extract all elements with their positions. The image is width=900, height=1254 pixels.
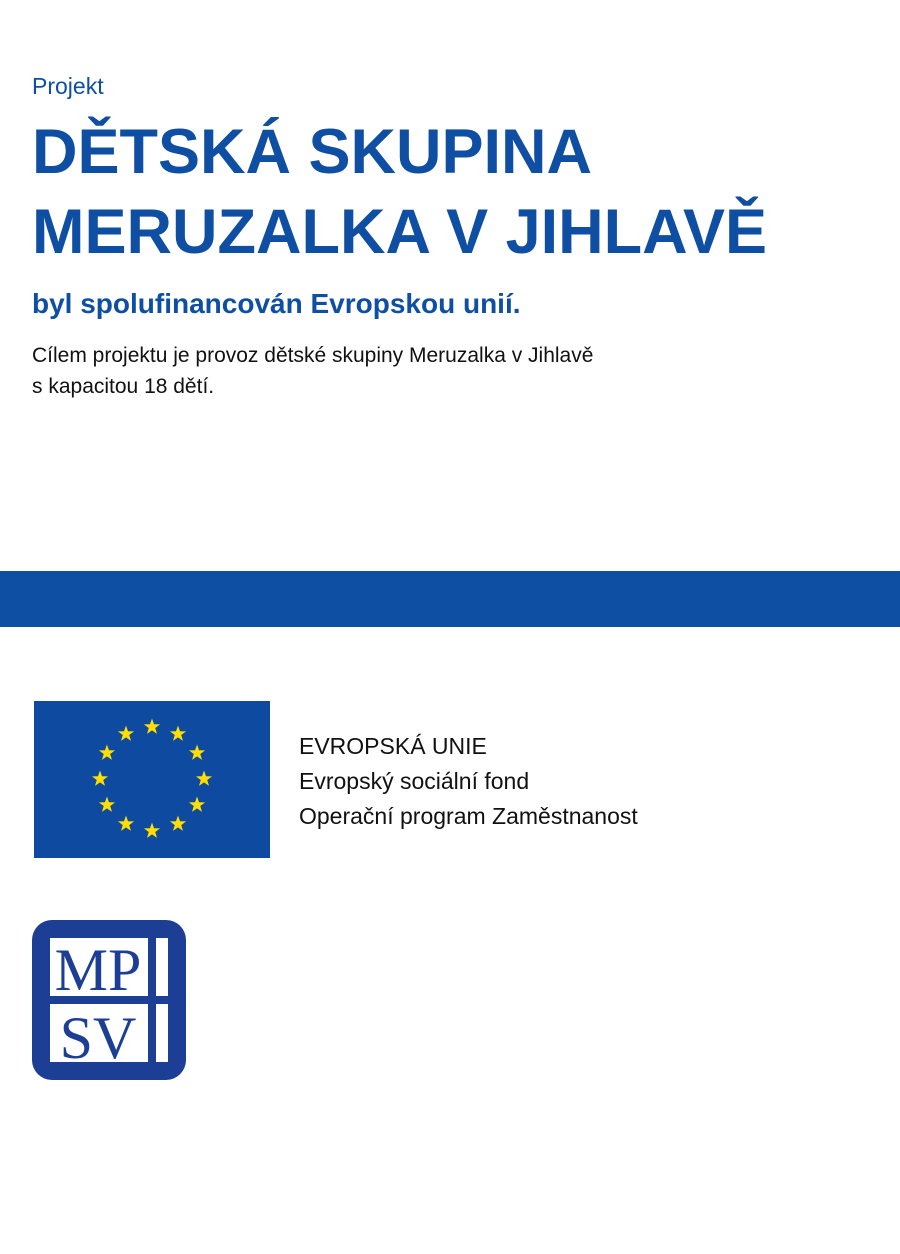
project-description-line-2: s kapacitou 18 dětí. [32, 375, 215, 398]
eu-flag-icon [34, 701, 270, 858]
project-title [32, 112, 767, 272]
mpsv-logo-mp: MP [54, 937, 142, 1003]
project-subtitle: byl spolufinancován Evropskou unií. [32, 288, 521, 319]
blue-band-divider [0, 571, 900, 627]
mpsv-logo-sv: SV [59, 1005, 137, 1071]
eu-union-name: EVROPSKÁ UNIE [299, 733, 487, 759]
project-label: Projekt [32, 73, 104, 99]
mpsv-logo-icon [32, 920, 186, 1080]
eu-fund-name: Evropský sociální fond [299, 768, 530, 794]
eu-text-block [299, 729, 638, 834]
project-title-line-2: MERUZALKA V JIHLAVĚ [32, 197, 768, 267]
project-title-line-1: DĚTSKÁ SKUPINA [32, 117, 593, 187]
project-description [32, 340, 593, 402]
project-description-line-1: Cílem projektu je provoz dětské skupiny Meruzalka v Jihlavě [32, 344, 594, 367]
eu-programme-name: Operační program Zaměstnanost [299, 803, 638, 829]
